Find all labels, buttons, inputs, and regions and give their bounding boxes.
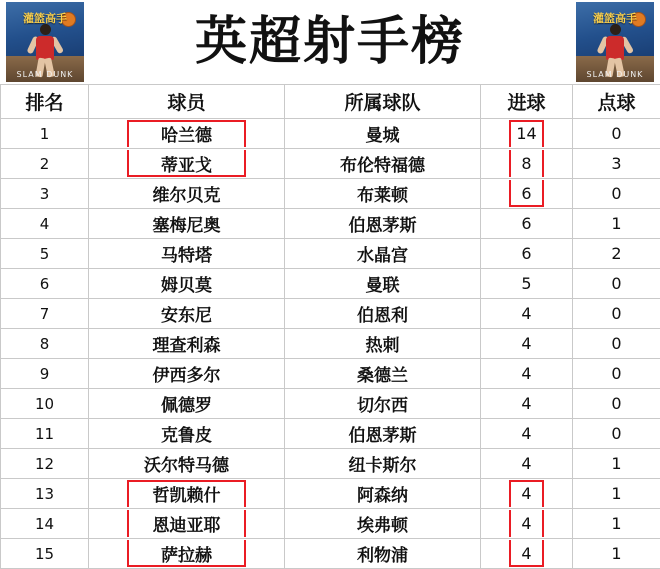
column-header-rank: 排名 bbox=[1, 85, 89, 119]
cell-team: 曼城 bbox=[285, 119, 481, 149]
cell-penalties: 1 bbox=[573, 209, 660, 239]
table-row bbox=[1, 179, 660, 209]
cell-player: 安东尼 bbox=[89, 299, 285, 329]
scorers-table bbox=[0, 84, 660, 569]
table-body bbox=[1, 119, 660, 569]
cell-goals: 4 bbox=[481, 359, 573, 389]
player-highlight-box bbox=[127, 480, 246, 507]
cell-team: 曼联 bbox=[285, 269, 481, 299]
cell-goals: 8 bbox=[481, 149, 573, 179]
cell-rank: 5 bbox=[1, 239, 89, 269]
cell-team: 桑德兰 bbox=[285, 359, 481, 389]
cell-rank: 11 bbox=[1, 419, 89, 449]
cell-goals: 4 bbox=[481, 419, 573, 449]
cell-team: 布莱顿 bbox=[285, 179, 481, 209]
table-row bbox=[1, 479, 660, 509]
table-row bbox=[1, 359, 660, 389]
cell-goals: 4 bbox=[481, 539, 573, 569]
cell-team: 热刺 bbox=[285, 329, 481, 359]
cell-penalties: 0 bbox=[573, 419, 660, 449]
goals-highlight-box bbox=[509, 540, 544, 567]
slam-dunk-right-logo bbox=[576, 2, 654, 82]
cell-penalties: 0 bbox=[573, 389, 660, 419]
table-row bbox=[1, 119, 660, 149]
cell-rank: 8 bbox=[1, 329, 89, 359]
slam-dunk-left-logo bbox=[6, 2, 84, 82]
cell-penalties: 2 bbox=[573, 239, 660, 269]
cell-penalties: 0 bbox=[573, 269, 660, 299]
cell-player: 恩迪亚耶 bbox=[89, 509, 285, 539]
cell-goals: 4 bbox=[481, 509, 573, 539]
player-highlight-box bbox=[127, 150, 246, 177]
table-row bbox=[1, 239, 660, 269]
cell-rank: 6 bbox=[1, 269, 89, 299]
cell-goals: 6 bbox=[481, 239, 573, 269]
player-highlight-box bbox=[127, 120, 246, 147]
cell-rank: 2 bbox=[1, 149, 89, 179]
cell-penalties: 1 bbox=[573, 479, 660, 509]
cell-player: 理查利森 bbox=[89, 329, 285, 359]
cell-team: 伯恩利 bbox=[285, 299, 481, 329]
cell-player: 沃尔特马德 bbox=[89, 449, 285, 479]
cell-penalties: 1 bbox=[573, 509, 660, 539]
table-row bbox=[1, 269, 660, 299]
cell-goals: 4 bbox=[481, 329, 573, 359]
cell-player: 马特塔 bbox=[89, 239, 285, 269]
cell-penalties: 1 bbox=[573, 539, 660, 569]
player-highlight-box bbox=[127, 510, 246, 537]
cell-rank: 13 bbox=[1, 479, 89, 509]
table-row bbox=[1, 509, 660, 539]
goals-highlight-box bbox=[509, 180, 544, 207]
cell-player: 维尔贝克 bbox=[89, 179, 285, 209]
table-row bbox=[1, 329, 660, 359]
table-row bbox=[1, 209, 660, 239]
goals-highlight-box bbox=[509, 120, 544, 147]
player-highlight-box bbox=[127, 540, 246, 567]
cell-team: 水晶宫 bbox=[285, 239, 481, 269]
table-header-row bbox=[1, 85, 660, 119]
cell-goals: 4 bbox=[481, 479, 573, 509]
cell-goals: 4 bbox=[481, 299, 573, 329]
cell-team: 纽卡斯尔 bbox=[285, 449, 481, 479]
cell-rank: 9 bbox=[1, 359, 89, 389]
cell-rank: 12 bbox=[1, 449, 89, 479]
cell-team: 利物浦 bbox=[285, 539, 481, 569]
cell-penalties: 1 bbox=[573, 449, 660, 479]
cell-rank: 7 bbox=[1, 299, 89, 329]
cell-penalties: 0 bbox=[573, 299, 660, 329]
goals-highlight-box bbox=[509, 480, 544, 507]
cell-player: 姆贝莫 bbox=[89, 269, 285, 299]
cell-rank: 10 bbox=[1, 389, 89, 419]
cell-penalties: 0 bbox=[573, 119, 660, 149]
cell-goals: 14 bbox=[481, 119, 573, 149]
table-row bbox=[1, 449, 660, 479]
cell-penalties: 3 bbox=[573, 149, 660, 179]
cell-rank: 4 bbox=[1, 209, 89, 239]
table-row bbox=[1, 389, 660, 419]
column-header-pens: 点球 bbox=[573, 85, 660, 119]
table-row bbox=[1, 539, 660, 569]
cell-player: 佩德罗 bbox=[89, 389, 285, 419]
goals-highlight-box bbox=[509, 510, 544, 537]
cell-penalties: 0 bbox=[573, 179, 660, 209]
cell-goals: 4 bbox=[481, 389, 573, 419]
cell-team: 布伦特福德 bbox=[285, 149, 481, 179]
cell-player: 克鲁皮 bbox=[89, 419, 285, 449]
cell-player: 伊西多尔 bbox=[89, 359, 285, 389]
cell-player: 塞梅尼奥 bbox=[89, 209, 285, 239]
cell-penalties: 0 bbox=[573, 329, 660, 359]
cell-team: 阿森纳 bbox=[285, 479, 481, 509]
logo-sub-text: SLAM DUNK bbox=[576, 70, 654, 79]
column-header-goals: 进球 bbox=[481, 85, 573, 119]
logo-brand-text: 灌篮高手 bbox=[6, 10, 84, 26]
cell-goals: 6 bbox=[481, 179, 573, 209]
page-title: 英超射手榜 bbox=[195, 16, 465, 68]
column-header-player: 球员 bbox=[89, 85, 285, 119]
cell-rank: 3 bbox=[1, 179, 89, 209]
cell-rank: 14 bbox=[1, 509, 89, 539]
goals-highlight-box bbox=[509, 150, 544, 177]
cell-team: 切尔西 bbox=[285, 389, 481, 419]
column-header-team: 所属球队 bbox=[285, 85, 481, 119]
table-row bbox=[1, 299, 660, 329]
table-row bbox=[1, 149, 660, 179]
cell-player: 哲凯赖什 bbox=[89, 479, 285, 509]
cell-player: 蒂亚戈 bbox=[89, 149, 285, 179]
page-header bbox=[0, 0, 660, 84]
cell-player: 萨拉赫 bbox=[89, 539, 285, 569]
cell-rank: 15 bbox=[1, 539, 89, 569]
cell-team: 伯恩茅斯 bbox=[285, 209, 481, 239]
cell-player: 哈兰德 bbox=[89, 119, 285, 149]
cell-team: 伯恩茅斯 bbox=[285, 419, 481, 449]
cell-team: 埃弗顿 bbox=[285, 509, 481, 539]
cell-goals: 6 bbox=[481, 209, 573, 239]
cell-goals: 5 bbox=[481, 269, 573, 299]
table-row bbox=[1, 419, 660, 449]
cell-goals: 4 bbox=[481, 449, 573, 479]
cell-rank: 1 bbox=[1, 119, 89, 149]
logo-brand-text: 灌篮高手 bbox=[576, 10, 654, 26]
cell-penalties: 0 bbox=[573, 359, 660, 389]
logo-sub-text: SLAM DUNK bbox=[6, 70, 84, 79]
